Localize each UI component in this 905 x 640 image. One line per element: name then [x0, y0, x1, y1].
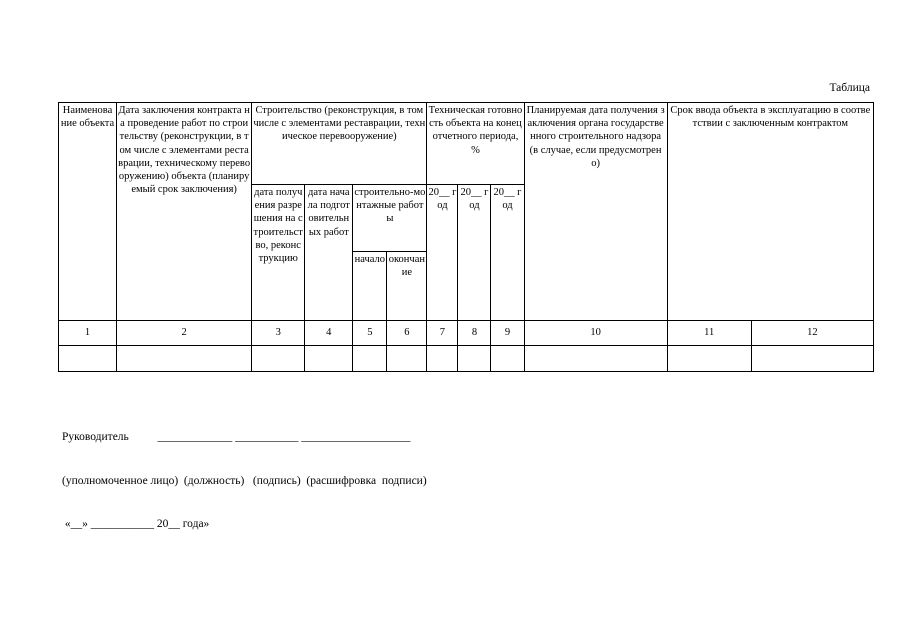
- column-number: 1: [59, 321, 117, 346]
- signature-line-head: Руководитель _____________ ___________ ___________________: [62, 431, 411, 443]
- empty-cell: [252, 346, 305, 372]
- column-number: 8: [458, 321, 491, 346]
- empty-cell: [667, 346, 751, 372]
- header-year-2: 20__ год: [458, 185, 491, 321]
- column-number: 10: [524, 321, 667, 346]
- header-works-end: окончание: [387, 252, 427, 321]
- header-prep-works-start: дата начала подготовительных работ: [305, 185, 353, 321]
- empty-cell: [427, 346, 458, 372]
- header-construction-works: строительно-монтажные работы: [353, 185, 427, 252]
- signature-block: [62, 401, 427, 546]
- header-commissioning-term: Срок ввода объекта в эксплуатацию в соответствии с заключенным контрактом: [667, 103, 873, 321]
- column-number: 7: [427, 321, 458, 346]
- column-number: 2: [117, 321, 252, 346]
- empty-cell: [491, 346, 524, 372]
- header-year-1: 20__ год: [427, 185, 458, 321]
- column-number: 6: [387, 321, 427, 346]
- header-construction: Строительство (реконструкция, в том числе с элементами реставрации, техническое перевооружение): [252, 103, 427, 185]
- column-number: 11: [667, 321, 751, 346]
- empty-cell: [751, 346, 873, 372]
- header-permit-date: дата получения разрешения на строительство, реконструкцию: [252, 185, 305, 321]
- column-number: 9: [491, 321, 524, 346]
- signature-line-date: «__» ___________ 20__ года»: [62, 518, 210, 530]
- empty-cell: [353, 346, 387, 372]
- header-works-start: начало: [353, 252, 387, 321]
- header-contract-date: Дата заключения контракта на проведение работ по строительству (реконструкции, в том числе с элементами реставрации, техническому перевооружению) объекта (планируемый срок заключения): [117, 103, 252, 321]
- header-supervision-conclusion-date: Планируемая дата получения заключения органа государственного строительного надзора (в случае, если предусмотрено): [524, 103, 667, 321]
- empty-cell: [458, 346, 491, 372]
- empty-cell: [524, 346, 667, 372]
- empty-cell: [305, 346, 353, 372]
- empty-cell: [117, 346, 252, 372]
- header-year-3: 20__ год: [491, 185, 524, 321]
- signature-line-captions: (уполномоченное лицо) (должность) (подпись) (расшифровка подписи): [62, 474, 427, 487]
- column-number: 4: [305, 321, 353, 346]
- column-number: 5: [353, 321, 387, 346]
- empty-cell: [387, 346, 427, 372]
- column-number: 3: [252, 321, 305, 346]
- table-caption: Таблица: [829, 82, 870, 94]
- header-object-name: Наименование объекта: [59, 103, 117, 321]
- header-technical-readiness: Техническая готовность объекта на конец отчетного периода, %: [427, 103, 524, 185]
- report-table: [58, 102, 874, 372]
- empty-cell: [59, 346, 117, 372]
- column-number: 12: [751, 321, 873, 346]
